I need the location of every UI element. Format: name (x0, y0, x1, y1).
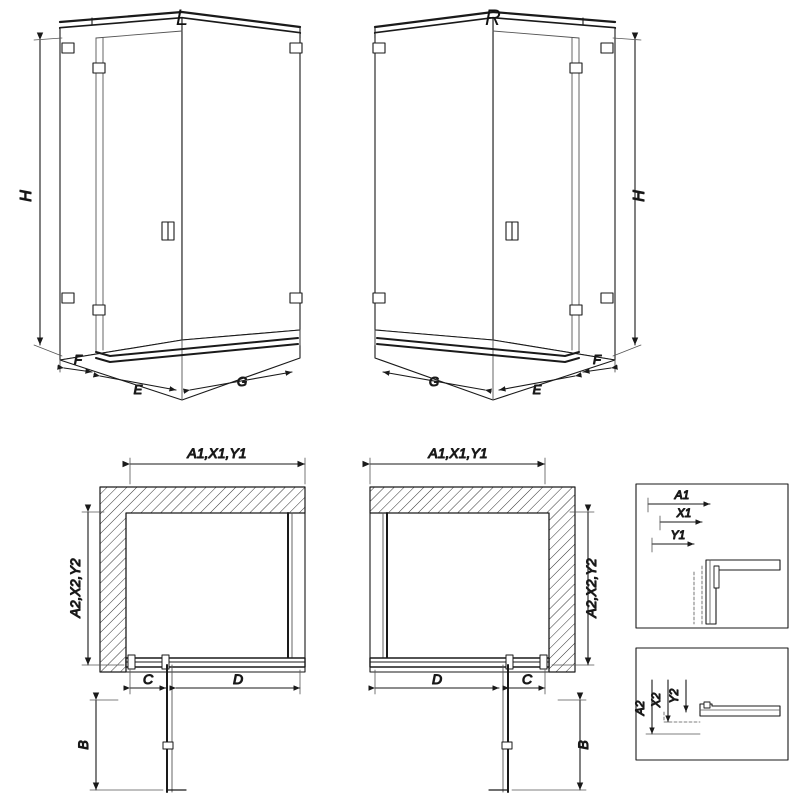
plan-left-dim-top: A1,X1,Y1 (187, 445, 247, 461)
plan-right-dim-D: D (431, 671, 443, 687)
plan-left-dim-C: C (142, 671, 154, 687)
iso-left-dim-E: E (133, 382, 143, 397)
plan-right-dim-side: A2,X2,Y2 (583, 558, 599, 618)
detail-top-label-X1: X1 (676, 506, 692, 520)
iso-right-dim-E: E (532, 382, 542, 397)
detail-view-bottom (633, 648, 788, 760)
iso-right-dim-F: F (593, 352, 601, 367)
detail-bottom-label-A2: A2 (633, 700, 647, 716)
detail-top-label-Y1: Y1 (670, 528, 686, 542)
plan-right-dim-B: B (575, 740, 591, 750)
iso-right-dim-G: G (428, 374, 440, 389)
detail-view-top (636, 484, 788, 628)
iso-right-dim-H: H (631, 190, 648, 202)
iso-left-dim-F: F (74, 352, 82, 367)
detail-bottom-label-X2: X2 (649, 692, 663, 708)
plan-left-dim-D: D (232, 671, 244, 687)
iso-left-view-label: L (175, 5, 189, 30)
plan-view-left (67, 445, 305, 792)
detail-top-label-A1: A1 (674, 488, 690, 502)
iso-view-left (18, 5, 302, 400)
iso-view-right (373, 5, 648, 400)
plan-right-dim-C: C (521, 671, 533, 687)
plan-right-dim-top: A1,X1,Y1 (428, 445, 488, 461)
plan-left-dim-B: B (75, 740, 91, 750)
iso-left-dim-H: H (18, 190, 35, 202)
detail-bottom-label-Y2: Y2 (667, 688, 681, 704)
iso-right-view-label: R (485, 5, 501, 30)
plan-view-right (370, 445, 599, 792)
iso-left-dim-G: G (236, 374, 248, 389)
plan-left-dim-side: A2,X2,Y2 (67, 558, 83, 618)
